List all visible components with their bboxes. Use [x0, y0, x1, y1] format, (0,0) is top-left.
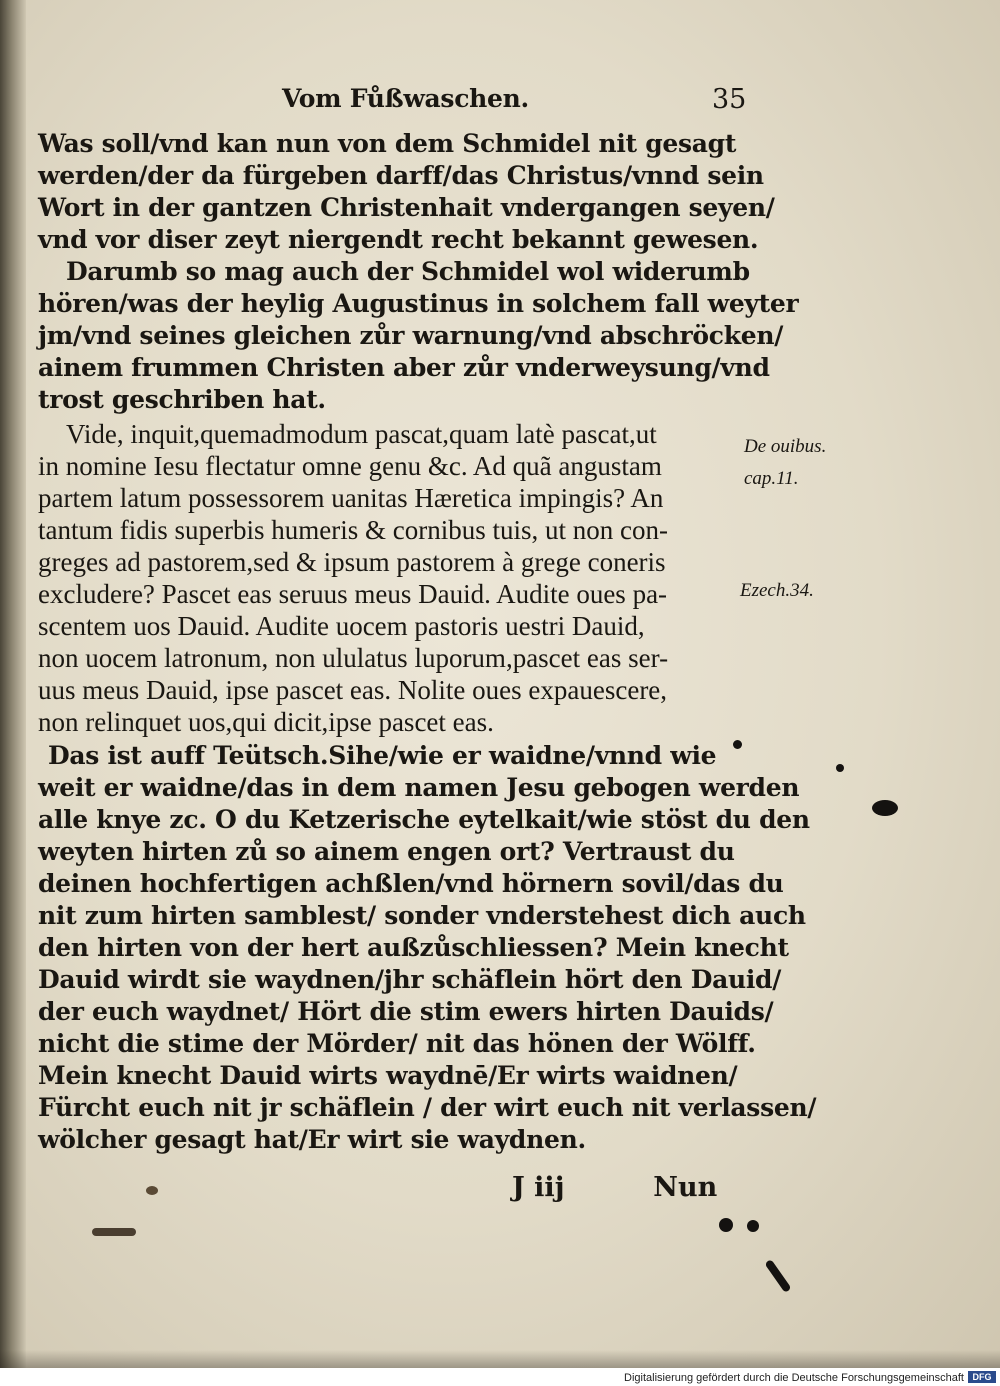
text-line: greges ad pastorem,sed & ipsum pastorem à grege coneris [38, 547, 666, 577]
signature-mark [512, 1172, 717, 1203]
text-line: Wort in der gantzen Christenhait vndergangen seyen/ [38, 193, 775, 222]
running-head: Vom Fůßwaschen. [282, 84, 529, 113]
footer-bar [0, 1368, 1000, 1386]
text-line: Darumb so mag auch der Schmidel wol widerumb [66, 257, 750, 286]
ink-speck [733, 740, 742, 749]
catchword: Nun [653, 1172, 718, 1203]
text-line: nicht die stime der Mörder/ nit das hönen der Wölff. [38, 1029, 756, 1058]
binding-gutter [0, 0, 26, 1368]
text-line: excludere? Pascet eas seruus meus Dauid. Audite oues pa- [38, 579, 668, 609]
text-line: vnd vor diser zeyt niergendt recht bekannt gewesen. [38, 225, 759, 254]
footer-credit: Digitalisierung gefördert durch die Deutsche Forschungsgemeinschaft [624, 1372, 964, 1384]
text-line: Fürcht euch nit jr schäflein / der wirt euch nit verlassen/ [38, 1093, 817, 1122]
text-line: non relinquet uos,qui dicit,ipse pascet eas. [38, 707, 494, 737]
folio-number: 35 [712, 84, 747, 115]
margin-note: De ouibus. [744, 436, 827, 457]
text-line: nit zum hirten samblest/ sonder vnderstehest dich auch [38, 901, 806, 930]
text-line: werden/der da fürgeben darff/das Christus/vnnd sein [38, 161, 764, 190]
signature-text: J iij [512, 1172, 565, 1203]
text-line: jm/vnd seines gleichen zůr warnung/vnd abschröcken/ [38, 321, 784, 350]
text-line: den hirten von der hert außzůschliessen? Mein knecht [38, 933, 789, 962]
text-line: partem latum possessorem uanitas Hæretica impingis? An [38, 483, 664, 513]
ink-speck [836, 764, 844, 772]
text-line: scentem uos Dauid. Audite uocem pastoris uestri Dauid, [38, 611, 645, 641]
ink-speck [146, 1186, 158, 1195]
margin-note: Ezech.34. [740, 580, 814, 601]
margin-note: cap.11. [744, 468, 799, 489]
text-line: Dauid wirdt sie waydnen/jhr schäflein hört den Dauid/ [38, 965, 782, 994]
page-bottom-shadow [0, 1350, 1000, 1368]
text-line: trost geschriben hat. [38, 385, 326, 414]
text-line: uus meus Dauid, ipse pascet eas. Nolite oues expauescere, [38, 675, 668, 705]
text-line: weyten hirten zů so ainem engen ort? Vertraust du [38, 837, 735, 866]
ink-speck [764, 1259, 791, 1293]
text-line: tantum fidis superbis humeris & cornibus tuis, ut non con- [38, 515, 668, 545]
text-line: Vide, inquit,quemadmodum pascat,quam latè pascat,ut [66, 419, 657, 449]
text-line: non uocem latronum, non ululatus luporum,pascet eas ser- [38, 643, 669, 673]
text-line: ainem frummen Christen aber zůr vnderweysung/vnd [38, 353, 770, 382]
text-line: weit er waidne/das in dem namen Jesu gebogen werden [38, 773, 800, 802]
text-line: der euch waydnet/ Hört die stim ewers hirten Dauids/ [38, 997, 774, 1026]
text-line: in nomine Iesu flectatur omne genu &c. Ad quã angustam [38, 451, 662, 481]
dfg-logo: DFG [968, 1371, 996, 1383]
text-line: hören/was der heylig Augustinus in solchem fall weyter [38, 289, 799, 318]
text-line: Mein knecht Dauid wirts waydnē/Er wirts waidnen/ [38, 1061, 738, 1090]
text-line: alle knye zc. O du Ketzerische eytelkait/wie stöst du den [38, 805, 810, 834]
text-line: Das ist auff Teütsch.Sihe/wie er waidne/vnnd wie [48, 741, 717, 770]
ink-speck [872, 800, 898, 816]
text-line: wölcher gesagt hat/Er wirt sie waydnen. [38, 1125, 586, 1154]
ink-speck [92, 1228, 136, 1236]
ink-speck [719, 1218, 733, 1232]
ink-speck [747, 1220, 759, 1232]
text-line: deinen hochfertigen achßlen/vnd hörnern sovil/das du [38, 869, 784, 898]
text-line: Was soll/vnd kan nun von dem Schmidel nit gesagt [38, 129, 737, 158]
